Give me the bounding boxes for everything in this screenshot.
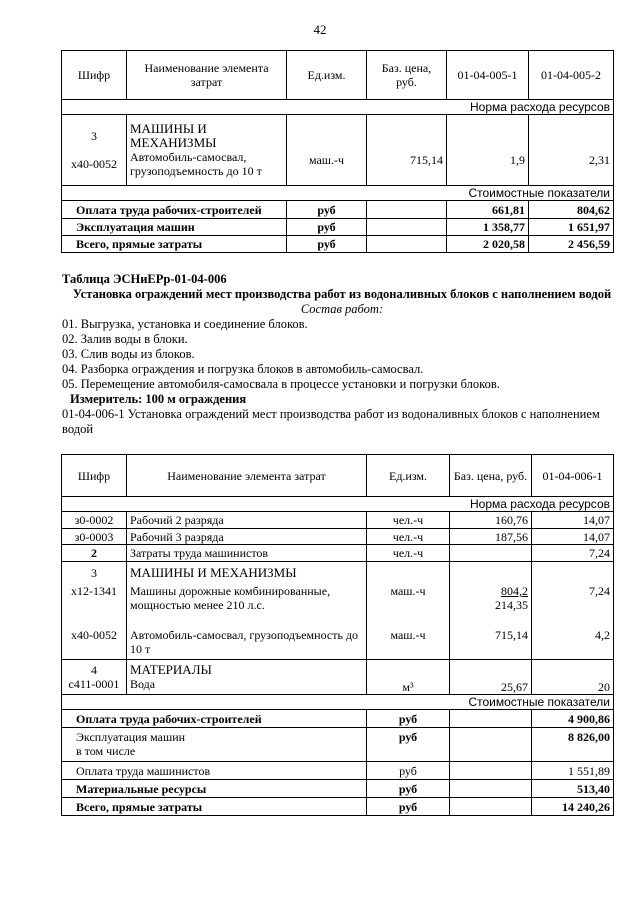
col-header-006-1: 01-04-006-1 xyxy=(532,455,614,497)
group-number: 3 xyxy=(91,566,97,580)
page-number: 42 xyxy=(313,22,327,37)
group-number: 3 xyxy=(91,129,97,143)
resource-code: х40-0052 xyxy=(71,157,117,171)
work-step: 02. Залив воды в блоки. xyxy=(62,332,188,346)
col-header-005-2: 01-04-005-2 xyxy=(529,51,614,100)
col-header-unit: Ед.изм. xyxy=(287,51,367,100)
resource-price: 715,14 xyxy=(367,115,447,186)
cost-label: Стоимостные показатели xyxy=(62,695,614,710)
col-header-name: Наименование элемента затрат xyxy=(127,455,367,497)
group-title: МАТЕРИАЛЫ xyxy=(130,662,212,677)
resource-unit: маш.-ч xyxy=(287,115,367,186)
col-header-code: Шифр xyxy=(62,51,127,100)
col-header-005-1: 01-04-005-1 xyxy=(447,51,529,100)
table-row: Оплата труда рабочих-строителей руб 661,81 804,62 xyxy=(62,201,614,219)
resource-table-1 xyxy=(61,50,614,253)
cost-label: Стоимостные показатели xyxy=(62,186,614,201)
col-header-price: Баз. цена, руб. xyxy=(367,51,447,100)
table-row xyxy=(62,115,614,186)
measure-unit: Измеритель: 100 м ограждения xyxy=(70,392,247,406)
resource-value-2: 2,31 xyxy=(529,115,614,186)
table-row: Всего, прямые затраты руб 2 020,58 2 456,59 xyxy=(62,236,614,253)
col-header-code: Шифр xyxy=(62,455,127,497)
table-row: Всего, прямые затраты руб 14 240,26 xyxy=(62,798,614,816)
table-title: Таблица ЭСНиЕРр-01-04-006 xyxy=(62,272,227,286)
col-header-unit: Ед.изм. xyxy=(367,455,450,497)
table-row: 4 с411-0001 МАТЕРИАЛЫ Вода м³ 25,67 20 xyxy=(62,660,614,695)
table-row: Оплата труда машинистов руб 1 551,89 xyxy=(62,762,614,780)
composition-title: Состав работ: xyxy=(300,302,384,316)
header-row xyxy=(62,51,614,100)
section-description xyxy=(62,272,622,437)
work-step: 03. Слив воды из блоков. xyxy=(62,347,195,361)
group-title: МАШИНЫ И МЕХАНИЗМЫ xyxy=(130,565,297,580)
item-line: 01-04-006-1 Установка ограждений мест производства работ из водоналивных блоков с наполнением водой xyxy=(62,407,600,436)
group-number: 4 xyxy=(91,663,97,677)
norm-label: Норма расхода ресурсов xyxy=(62,100,614,115)
table-row: 3 х12-1341 х40-0052 МАШИНЫ И МЕХАНИЗМЫ Машины дорожные комбинированные, мощностью менее 210 л.с. Автомобиль-самосвал, грузоподъемность до 10 т маш.-ч маш.-ч 804,2 214,35 715,14 7,24 4,2 xyxy=(62,562,614,660)
work-step: 04. Разборка ограждения и погрузка блоков в автомобиль-самосвал. xyxy=(62,362,424,376)
header-row xyxy=(62,455,614,497)
work-step: 01. Выгрузка, установка и соединение блоков. xyxy=(62,317,308,331)
resource-value-1: 1,9 xyxy=(447,115,529,186)
col-header-price: Баз. цена, руб. xyxy=(450,455,532,497)
resource-name: Автомобиль-самосвал, грузоподъемность до 10 т xyxy=(130,150,262,178)
col-header-name: Наименование элемента затрат xyxy=(127,51,287,100)
table-row: Эксплуатация машин в том числе руб 8 826,00 xyxy=(62,728,614,762)
work-step: 05. Перемещение автомобиля-самосвала в процессе установки и погрузки блоков. xyxy=(62,377,500,391)
table-row: Эксплуатация машин руб 1 358,77 1 651,97 xyxy=(62,219,614,236)
norm-label: Норма расхода ресурсов xyxy=(62,497,614,512)
table-row: з0-0003 Рабочий 3 разряда чел.-ч 187,56 14,07 xyxy=(62,529,614,545)
table-row: Материальные ресурсы руб 513,40 xyxy=(62,780,614,798)
table-row: 2 Затраты труда машинистов чел.-ч 7,24 xyxy=(62,545,614,562)
section-subtitle: Установка ограждений мест производства работ из водоналивных блоков с наполнением водой xyxy=(72,287,612,301)
table-row: з0-0002 Рабочий 2 разряда чел.-ч 160,76 14,07 xyxy=(62,512,614,529)
table-row: Оплата труда рабочих-строителей руб 4 900,86 xyxy=(62,710,614,728)
group-title: МАШИНЫ И МЕХАНИЗМЫ xyxy=(130,121,217,150)
resource-table-2 xyxy=(61,454,614,816)
